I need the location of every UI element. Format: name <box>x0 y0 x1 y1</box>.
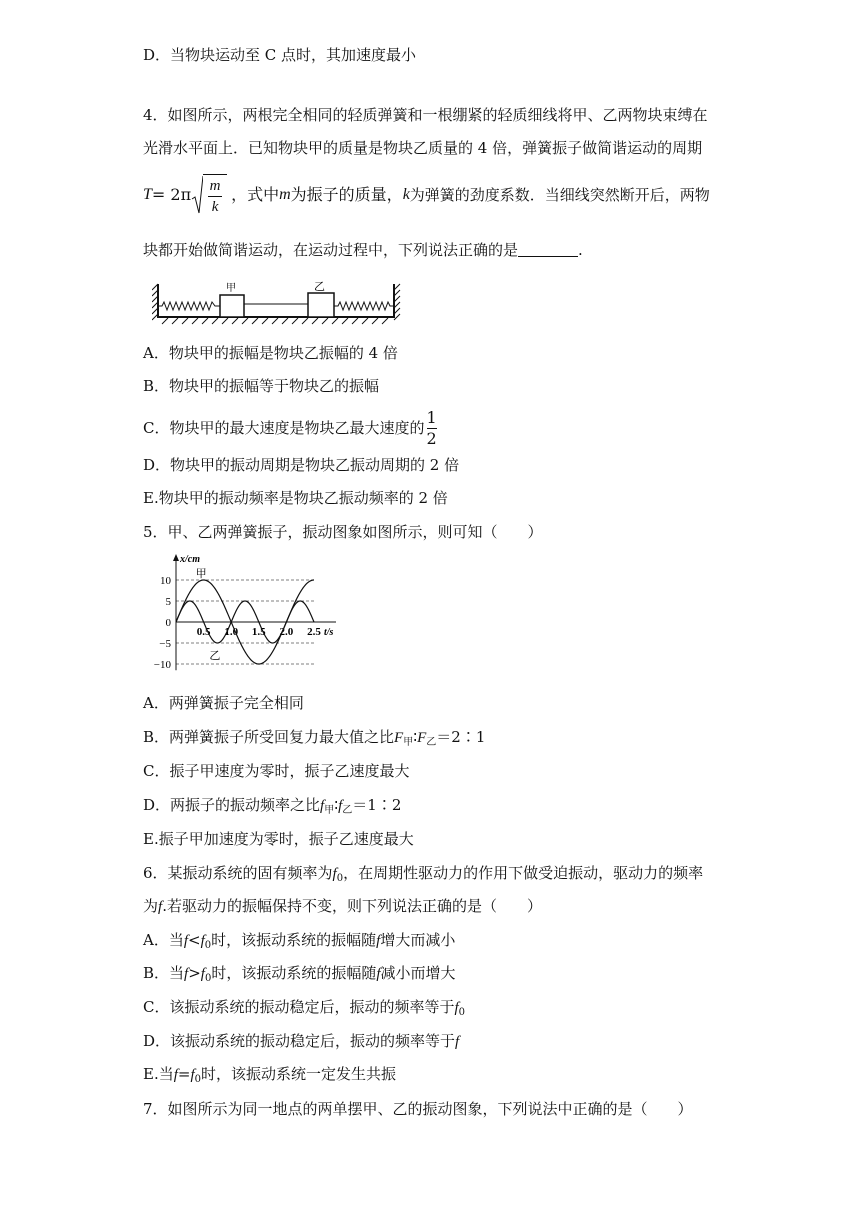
y-axis-arrow-icon <box>173 554 179 561</box>
formula-eq: = 2π <box>151 184 192 204</box>
ratio-value: ＝1∶2 <box>352 796 402 814</box>
q4-option-d: D．物块甲的振动周期是物块乙振动周期的 2 倍 <box>143 456 460 474</box>
q4-option-c <box>143 408 439 448</box>
q3-option-d: D．当物块运动至 C 点时，其加速度最小 <box>143 46 417 64</box>
floor-hatching <box>162 318 388 324</box>
f-symbol: f <box>455 1034 460 1050</box>
q5-option-d-text: D．两振子的振动频率之比 <box>143 796 321 814</box>
q6-stem-text-4: .若驱动力的振幅保持不变，则下列说法正确的是（ ） <box>162 897 542 915</box>
x-axis-label: t/s <box>324 627 334 638</box>
block-yi <box>308 293 334 317</box>
opt-text-3: 减小而增大 <box>380 964 456 982</box>
q4-stem-text: 块都开始做简谐运动，在运动过程中，下列说法正确的是 <box>143 241 519 259</box>
q6-option-c <box>143 997 465 1023</box>
f0-sub: 0 <box>336 873 344 884</box>
opt-text: E.当 <box>143 1065 174 1083</box>
opt-text: A．当 <box>143 931 184 949</box>
q5-option-d <box>143 795 401 821</box>
q6-stem-text-3: 为 <box>143 897 159 915</box>
chart-labels <box>179 554 334 662</box>
x-tick-label: 2.0 <box>279 626 294 638</box>
q6-option-e <box>143 1064 396 1090</box>
q5-option-b <box>143 727 485 753</box>
opt-text-2: 时，该振动系统一定发生共振 <box>201 1065 397 1083</box>
f0-sub: 0 <box>204 973 212 984</box>
f-symbol: f <box>173 1067 178 1083</box>
formula-sqrt <box>191 174 227 215</box>
f-symbol-2: f <box>376 966 381 982</box>
label-jia: 甲 <box>226 283 236 294</box>
x-tick-label: 2.5 <box>307 626 321 638</box>
formula-text-2: 为振子的质量， <box>290 184 403 204</box>
f0-sub: 0 <box>194 1074 202 1085</box>
opt-text-3: 增大而减小 <box>380 931 456 949</box>
formula-fraction <box>208 178 222 215</box>
x-tick-label: 1.0 <box>224 626 239 638</box>
y-tick-label: 0 <box>165 617 171 629</box>
q4-spring-block-figure <box>152 280 402 326</box>
block-jia <box>220 295 244 317</box>
q4-period-formula <box>143 174 710 215</box>
freq-symbol-2: f <box>338 798 343 814</box>
q4-option-a: A．物块甲的振幅是物块乙振幅的 4 倍 <box>143 344 398 362</box>
y-tick-label: 5 <box>165 596 171 608</box>
q7-stem: 7．如图所示为同一地点的两单摆甲、乙的振动图象，下列说法中正确的是（ ） <box>143 1100 693 1118</box>
formula-k: k <box>402 185 410 203</box>
q5-option-b-text: B．两弹簧振子所受回复力最大值之比 <box>143 728 395 746</box>
opt-text-2: 时，该振动系统的振幅随 <box>211 964 377 982</box>
q4-stem-line-1: 4．如图所示，两根完全相同的轻质弹簧和一根绷紧的轻质细线将甲、乙两物块束缚在 <box>143 106 708 124</box>
x-tick-label: 1.5 <box>251 626 266 638</box>
formula-text-1: ，式中 <box>231 184 280 204</box>
f-symbol-2: f <box>376 933 381 949</box>
opt-text-2: 时，该振动系统的振幅随 <box>211 931 377 949</box>
label-yi: 乙 <box>314 281 325 293</box>
f0-symbol: f <box>200 966 205 982</box>
freq-sub-jia: 甲 <box>324 805 335 816</box>
f-symbol: f <box>183 933 189 949</box>
formula-m: m <box>279 185 291 203</box>
q4-option-b: B．物块甲的振幅等于物块乙的振幅 <box>143 377 380 395</box>
fraction-den: 2 <box>426 428 437 448</box>
formula-lhs: T <box>143 185 152 203</box>
q6-option-b <box>143 963 456 989</box>
y-tick-label: −10 <box>153 659 171 671</box>
force-sub-yi: 乙 <box>426 737 437 748</box>
y-axis-label: x/cm <box>180 554 200 565</box>
opt-text: D．该振动系统的振动稳定后，振动的频率等于 <box>143 1032 456 1050</box>
freq-symbol: f <box>320 798 325 814</box>
f-symbol: f <box>158 899 163 915</box>
q4-stem-line-2: 光滑水平面上．已知物块甲的质量是物块乙质量的 4 倍，弹簧振子做简谐运动的周期 <box>143 139 703 157</box>
q6-option-d <box>143 1031 459 1052</box>
q5-option-e: E.振子甲加速度为零时，振子乙速度最大 <box>143 830 414 848</box>
f0-symbol: f <box>454 1000 459 1016</box>
q4-option-c-text: C．物块甲的最大速度是物块乙最大速度的 <box>143 419 425 437</box>
f0-symbol: f <box>200 933 205 949</box>
force-sub-jia: 甲 <box>403 737 414 748</box>
q5-option-a: A．两弹簧振子完全相同 <box>143 694 304 712</box>
q6-stem-text: 6．某振动系统的固有频率为 <box>143 864 333 882</box>
q6-stem-line-1 <box>143 863 703 889</box>
freq-sub-yi: 乙 <box>342 805 353 816</box>
fraction-num: 1 <box>426 407 437 427</box>
f-symbol: f <box>184 966 189 982</box>
series-label-jia: 甲 <box>195 568 207 580</box>
ratio-value: ＝2∶1 <box>436 728 486 746</box>
x-tick-label: 0.5 <box>196 626 211 638</box>
left-spring <box>158 302 220 310</box>
force-symbol-2: F <box>417 730 427 746</box>
q6-stem-line-2 <box>143 896 542 917</box>
chart-tick-labels <box>154 575 322 671</box>
radical-sign-icon <box>191 175 203 215</box>
q6-stem-text-2: ，在周期性驱动力的作用下做受迫振动，驱动力的频率 <box>343 864 704 882</box>
q5-vibration-chart <box>140 552 340 676</box>
f0-symbol: f <box>332 866 337 882</box>
eq-sign: = <box>177 1065 191 1083</box>
ratio-colon: ∶ <box>413 728 418 746</box>
lt-sign: < <box>188 931 201 949</box>
y-tick-label: −5 <box>159 638 171 650</box>
right-spring <box>334 302 394 310</box>
q5-option-c: C．振子甲速度为零时，振子乙速度最大 <box>143 762 410 780</box>
series-label-yi: 乙 <box>209 650 221 662</box>
f0-sub: 0 <box>204 940 212 951</box>
q4-stem-end: . <box>578 241 583 259</box>
opt-text: C．该振动系统的振动稳定后，振动的频率等于 <box>143 998 455 1016</box>
q4-option-e: E.物块甲的振动频率是物块乙振动频率的 2 倍 <box>143 489 448 507</box>
q4-stem-line-3 <box>143 240 583 260</box>
opt-text: B．当 <box>143 964 185 982</box>
q4-option-c-fraction <box>426 407 437 448</box>
force-symbol: F <box>394 730 404 746</box>
ratio-colon: ∶ <box>334 796 339 814</box>
f0-sub: 0 <box>458 1007 466 1018</box>
q6-option-a <box>143 930 455 956</box>
f0-symbol: f <box>190 1067 195 1083</box>
answer-blank <box>518 242 578 257</box>
formula-den: k <box>211 199 219 215</box>
formula-num: m <box>209 178 221 194</box>
formula-text-3: 为弹簧的劲度系数．当细线突然断开后，两物 <box>409 185 710 204</box>
gt-sign: > <box>188 964 201 982</box>
y-tick-label: 10 <box>160 575 171 587</box>
q5-stem: 5．甲、乙两弹簧振子，振动图象如图所示，则可知（ ） <box>143 523 543 541</box>
